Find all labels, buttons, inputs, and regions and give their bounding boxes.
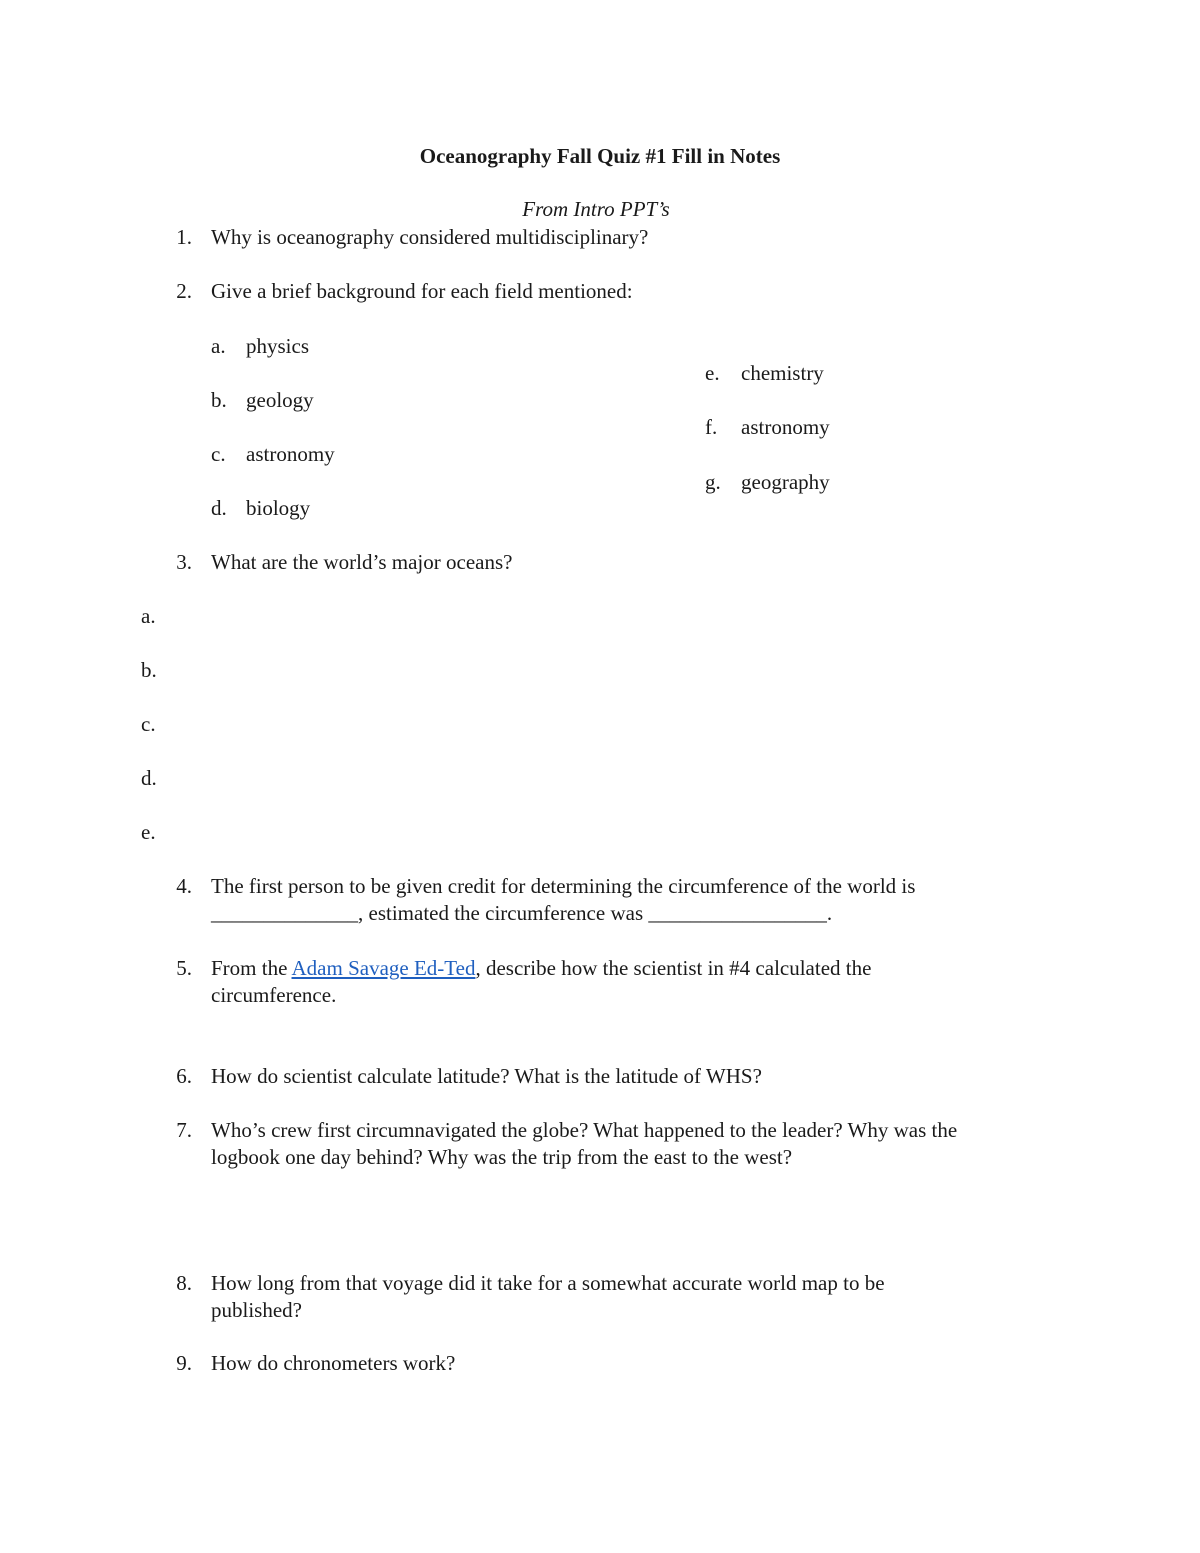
question-number: 5. xyxy=(176,956,192,980)
answer-blank: _________________ xyxy=(648,901,827,925)
ocean-letter: a. xyxy=(141,604,156,628)
page-title: Oceanography Fall Quiz #1 Fill in Notes xyxy=(419,144,781,168)
question-2-text: Give a brief background for each field mentioned: xyxy=(211,279,633,303)
question-7-line1: Who’s crew first circumnavigated the globe? What happened to the leader? Why was the xyxy=(211,1118,958,1142)
field-letter: d. xyxy=(211,496,227,520)
field-letter: c. xyxy=(211,442,226,466)
question-4-end: . xyxy=(826,901,833,925)
question-8-line2: published? xyxy=(211,1298,302,1322)
field-letter: g. xyxy=(705,470,721,494)
field-letter: a. xyxy=(211,334,226,358)
field-name: astronomy xyxy=(246,442,335,466)
question-4-line1: The first person to be given credit for determining the circumference of the world is xyxy=(211,874,916,898)
question-4-mid: , estimated the circumference was xyxy=(358,901,649,925)
question-4-line2 xyxy=(211,900,832,927)
question-number: 8. xyxy=(176,1271,192,1295)
question-5-post: , describe how the scientist in #4 calculated the xyxy=(475,956,872,980)
question-1-text: Why is oceanography considered multidisciplinary? xyxy=(211,225,649,249)
answer-blank: ______________ xyxy=(211,901,358,925)
field-letter: e. xyxy=(705,361,720,385)
question-9-text: How do chronometers work? xyxy=(211,1351,456,1375)
ocean-letter: e. xyxy=(141,820,156,844)
question-6-text: How do scientist calculate latitude? What is the latitude of WHS? xyxy=(211,1064,762,1088)
ocean-letter: b. xyxy=(141,658,157,682)
question-number: 2. xyxy=(176,279,192,303)
question-8-line1: How long from that voyage did it take for a somewhat accurate world map to be xyxy=(211,1271,885,1295)
question-number: 1. xyxy=(176,225,192,249)
question-7-line2: logbook one day behind? Why was the trip from the east to the west? xyxy=(211,1145,793,1169)
ocean-letter: c. xyxy=(141,712,156,736)
field-letter: b. xyxy=(211,388,227,412)
ocean-letter: d. xyxy=(141,766,157,790)
question-number: 3. xyxy=(176,550,192,574)
question-number: 6. xyxy=(176,1064,192,1088)
field-letter: f. xyxy=(705,415,718,439)
page-subtitle: From Intro PPT’s xyxy=(522,197,670,221)
question-5-line2: circumference. xyxy=(211,983,337,1007)
question-number: 4. xyxy=(176,874,192,898)
question-5-line1 xyxy=(211,955,871,982)
question-5-pre: From the xyxy=(211,956,292,980)
question-3-text: What are the world’s major oceans? xyxy=(211,550,513,574)
field-name: astronomy xyxy=(741,415,830,439)
field-name: biology xyxy=(246,496,311,520)
adam-savage-link[interactable]: Adam Savage Ed-Ted xyxy=(291,956,476,980)
question-number: 9. xyxy=(176,1351,192,1375)
field-name: chemistry xyxy=(741,361,824,385)
field-name: geography xyxy=(741,470,830,494)
field-name: geology xyxy=(246,388,314,412)
field-name: physics xyxy=(246,334,309,358)
question-number: 7. xyxy=(176,1118,192,1142)
